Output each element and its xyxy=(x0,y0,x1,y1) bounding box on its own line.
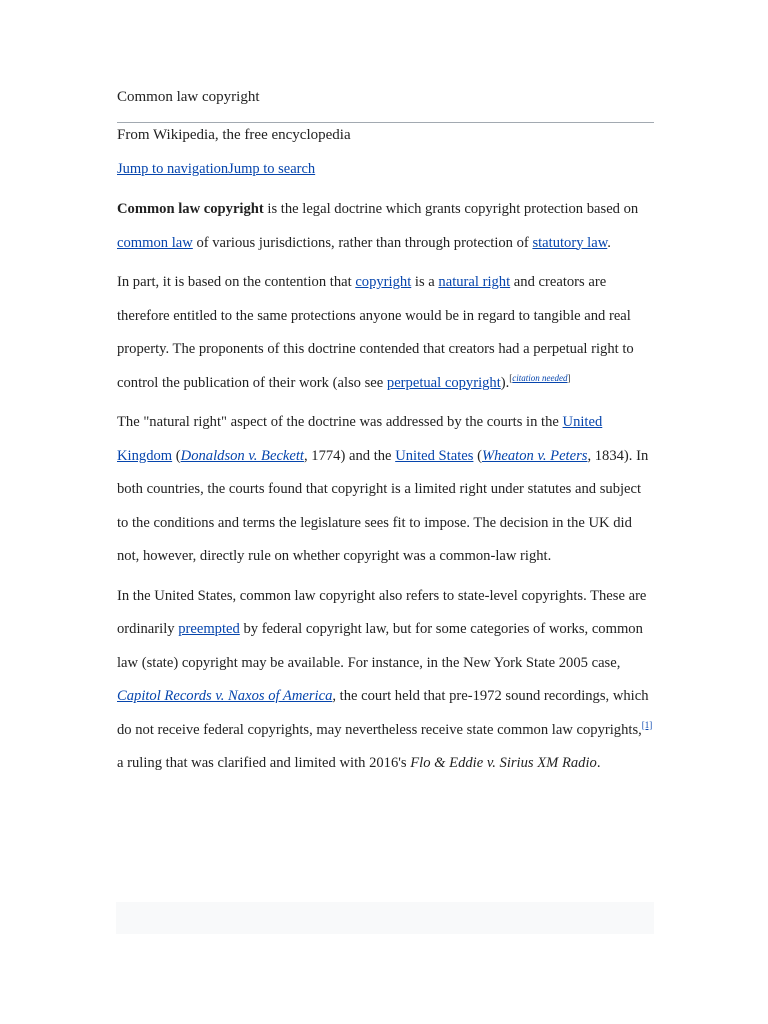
link-wheaton-v-peters[interactable] xyxy=(482,448,588,464)
text: , 1774) and the xyxy=(303,447,396,464)
jump-to-search-link[interactable]: Jump to search xyxy=(228,161,316,177)
text: by federal copyright law, but for some categories of works, common law (state) copyright may be available. For instance, in the New York State 2005 case, xyxy=(117,621,643,671)
text: of various jurisdictions, rather than through protection of xyxy=(192,234,533,251)
text: ( xyxy=(473,447,482,464)
page-subtitle: From Wikipedia, the free encyclopedia xyxy=(117,127,351,143)
text: In part, it is based on the contention that xyxy=(117,274,356,290)
link-perpetual-copyright[interactable]: perpetual copyright xyxy=(386,374,501,391)
citation-needed-link[interactable] xyxy=(512,373,567,383)
link-common-law[interactable]: common law xyxy=(117,234,193,251)
jump-to-navigation-link[interactable]: Jump to navigation xyxy=(117,161,229,177)
link-capitol-records-v-naxos[interactable] xyxy=(117,688,332,704)
case-name: Donaldson v. Beckett xyxy=(180,447,304,464)
text: , 1834). In both countries, the courts found that copyright is a limited right under statutes and subject to the conditions and terms the legislature sees fit to impose. The decision in the UK did not, however, directly rule on whether copyright was a common-law right. xyxy=(117,447,649,564)
bold-term: Common law copyright xyxy=(117,201,264,217)
link-statutory-law[interactable]: statutory law xyxy=(532,234,608,251)
text: In the United States, common law copyright also refers to state-level copyrights. These are ordinarily xyxy=(117,587,647,637)
text: ( xyxy=(172,447,181,464)
bracket: ] xyxy=(567,372,571,383)
link-united-states[interactable]: United States xyxy=(395,447,474,464)
link-preempted[interactable]: preempted xyxy=(178,621,240,637)
reference-1-link[interactable]: [1] xyxy=(641,719,653,730)
link-united-kingdom[interactable]: United Kingdom xyxy=(117,414,603,464)
page-title: Common law copyright xyxy=(117,89,260,105)
paragraph-intro xyxy=(117,193,654,260)
text: is the legal doctrine which grants copyright protection based on xyxy=(263,201,639,217)
text: , the court held that pre-1972 sound recordings, which do not receive federal copyrights, may nevertheless receive state common law copyrights, xyxy=(117,688,649,738)
text: . xyxy=(607,234,611,251)
text: is a xyxy=(411,274,439,290)
case-name-flo-eddie: Flo & Eddie v. Sirius XM Radio xyxy=(410,755,597,771)
title-divider xyxy=(117,122,654,123)
citation-needed xyxy=(509,373,570,383)
text: The "natural right" aspect of the doctrine was addressed by the courts in the xyxy=(117,414,563,430)
link-copyright[interactable]: copyright xyxy=(355,274,412,290)
case-name: Wheaton v. Peters xyxy=(481,447,588,464)
text: a ruling that was clarified and limited with 2016's xyxy=(117,755,411,771)
text: . xyxy=(596,755,601,771)
reference-1 xyxy=(642,720,653,730)
jump-links xyxy=(117,159,315,179)
bracket: [ xyxy=(509,372,513,383)
grey-panel xyxy=(116,902,654,934)
paragraph-natural-right xyxy=(117,266,654,400)
paragraph-courts xyxy=(117,406,654,574)
citation-needed-text: citation needed xyxy=(512,372,568,383)
text: ). xyxy=(500,374,510,391)
link-natural-right[interactable]: natural right xyxy=(438,274,511,290)
link-donaldson-v-beckett[interactable] xyxy=(181,448,304,464)
text: and creators are therefore entitled to the same protections anyone would be in regard to tangible and real property. The proponents of this doctrine contended that creators had a perpetual right to control the publication of their work (also see xyxy=(117,274,634,391)
article-body xyxy=(117,193,654,787)
case-name: Capitol Records v. Naxos of America xyxy=(117,688,333,704)
paragraph-united-states xyxy=(117,580,654,781)
